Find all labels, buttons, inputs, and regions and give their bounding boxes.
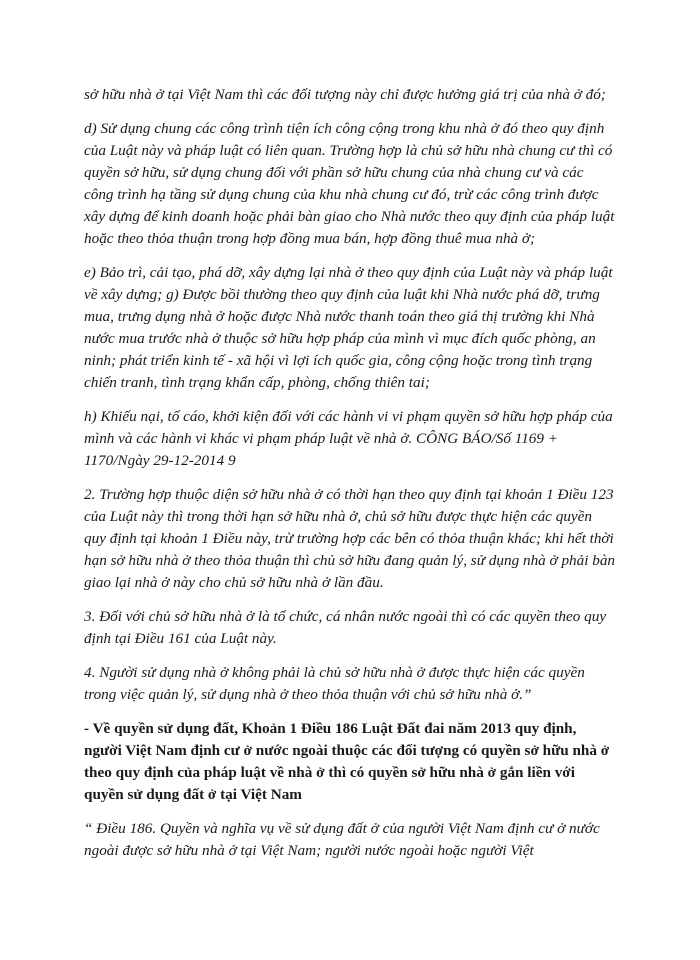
paragraph-land-use-rights: - Về quyền sử dụng đất, Khoản 1 Điều 186 Luật Đất đai năm 2013 quy định, người Việt Nam định cư ở nước ngoài thuộc các đối tượng có quyền sở hữu nhà ở theo quy định của pháp luật về nhà ở thì có quyền sở hữu nhà ở gắn liền với quyền sử dụng đất ở tại Việt Nam bbox=[84, 720, 610, 803]
document-page bbox=[84, 84, 616, 874]
paragraph-clause-3: 3. Đối với chủ sở hữu nhà ở là tổ chức, cá nhân nước ngoài thì có các quyền theo quy định tại Điều 161 của Luật này. bbox=[84, 608, 607, 647]
paragraph-continuation: sở hữu nhà ở tại Việt Nam thì các đối tượng này chỉ được hưởng giá trị của nhà ở đó; bbox=[84, 86, 606, 103]
paragraph-item-h: h) Khiếu nại, tố cáo, khởi kiện đối với các hành vi vi phạm quyền sở hữu hợp pháp của mình và các hành vi khác vi phạm pháp luật về nhà ở. CÔNG BÁO/Số 1169 + 1170/Ngày 29-12-2014 9 bbox=[84, 408, 613, 469]
paragraph-clause-2: 2. Trường hợp thuộc diện sở hữu nhà ở có thời hạn theo quy định tại khoản 1 Điều 123 của Luật này thì trong thời hạn sở hữu nhà ở, chủ sở hữu được thực hiện các quyền quy định tại khoản 1 Điều này, trừ trường hợp các bên có thỏa thuận khác; khi hết thời hạn sở hữu nhà ở theo thỏa thuận thì chủ sở hữu đang quản lý, sử dụng nhà ở phải bàn giao lại nhà ở này cho chủ sở hữu nhà ở lần đầu. bbox=[84, 486, 616, 591]
paragraph-item-e-g: e) Bảo trì, cải tạo, phá dỡ, xây dựng lại nhà ở theo quy định của Luật này và pháp luật về xây dựng; g) Được bồi thường theo quy định của luật khi Nhà nước phá dỡ, trưng mua, trưng dụng nhà ở hoặc được Nhà nước thanh toán theo giá thị trường khi Nhà nước mua trước nhà ở thuộc sở hữu hợp pháp của mình vì mục đích quốc phòng, an ninh; phát triển kinh tế - xã hội vì lợi ích quốc gia, công cộng hoặc trong tình trạng chiến tranh, tình trạng khẩn cấp, phòng, chống thiên tai; bbox=[84, 264, 613, 391]
paragraph-article-186: “ Điều 186. Quyền và nghĩa vụ về sử dụng đất ở của người Việt Nam định cư ở nước ngoài được sở hữu nhà ở tại Việt Nam; người nước ngoài hoặc người Việt bbox=[84, 820, 600, 859]
paragraph-clause-4: 4. Người sử dụng nhà ở không phải là chủ sở hữu nhà ở được thực hiện các quyền trong việc quản lý, sử dụng nhà ở theo thỏa thuận với chủ sở hữu nhà ở.” bbox=[84, 664, 585, 703]
paragraph-item-d: d) Sử dụng chung các công trình tiện ích công cộng trong khu nhà ở đó theo quy định của Luật này và pháp luật có liên quan. Trường hợp là chủ sở hữu nhà chung cư thì có quyền sở hữu, sử dụng chung đối với phần sở hữu chung của nhà chung cư và các công trình hạ tầng sử dụng chung của khu nhà chung cư đó, trừ các công trình được xây dựng để kinh doanh hoặc phải bàn giao cho Nhà nước theo quy định của pháp luật hoặc theo thỏa thuận trong hợp đồng mua bán, hợp đồng thuê mua nhà ở; bbox=[84, 120, 615, 247]
